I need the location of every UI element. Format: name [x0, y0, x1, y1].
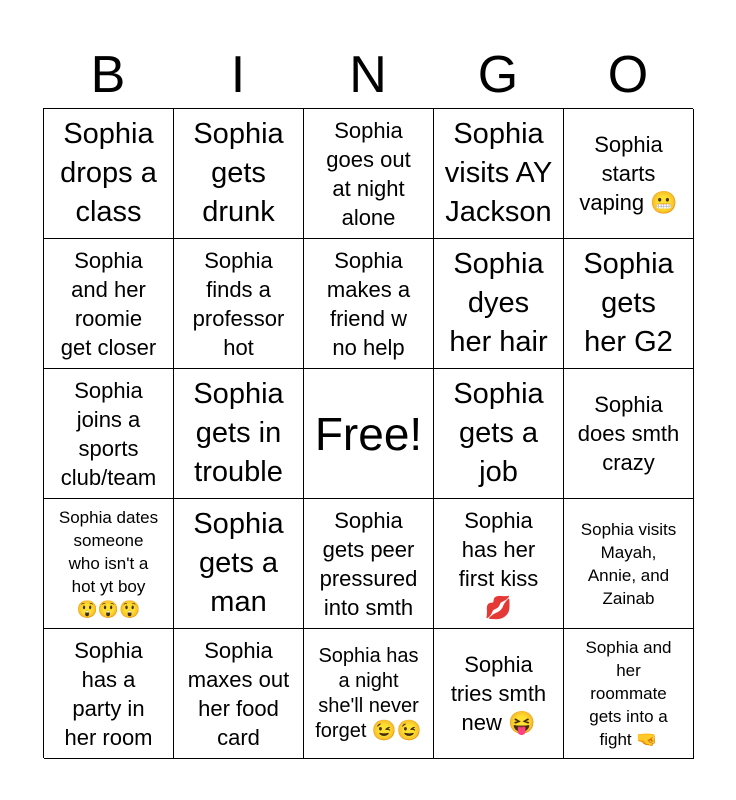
- bingo-cell[interactable]: Sophia starts vaping 😬: [564, 109, 694, 239]
- bingo-cell[interactable]: Sophia and her roommate gets into a fight 🤜: [564, 629, 694, 759]
- header-letter-b: B: [90, 46, 126, 104]
- bingo-cell[interactable]: Sophia visits Mayah, Annie, and Zainab: [564, 499, 694, 629]
- bingo-header: [43, 42, 693, 108]
- free-space-cell[interactable]: Free!: [304, 369, 434, 499]
- bingo-cell[interactable]: Sophia gets her G2: [564, 239, 694, 369]
- bingo-cell[interactable]: Sophia has a party in her room: [44, 629, 174, 759]
- bingo-cell[interactable]: Sophia gets drunk: [174, 109, 304, 239]
- bingo-cell[interactable]: Sophia has a night she'll never forget 😉😉: [304, 629, 434, 759]
- header-letter-g: G: [477, 46, 519, 104]
- bingo-cell[interactable]: Sophia visits AY Jackson: [434, 109, 564, 239]
- bingo-cell[interactable]: Sophia gets a job: [434, 369, 564, 499]
- bingo-cell[interactable]: Sophia tries smth new 😝: [434, 629, 564, 759]
- bingo-cell[interactable]: Sophia does smth crazy: [564, 369, 694, 499]
- header-letter-i: I: [230, 46, 246, 104]
- header-letter-o: O: [607, 46, 649, 104]
- bingo-cell[interactable]: Sophia gets peer pressured into smth: [304, 499, 434, 629]
- bingo-cell[interactable]: Sophia dates someone who isn't a hot yt boy 😲😲😲: [44, 499, 174, 629]
- bingo-cell[interactable]: Sophia gets a man: [174, 499, 304, 629]
- header-letter-n: N: [349, 46, 387, 104]
- bingo-cell[interactable]: Sophia and her roomie get closer: [44, 239, 174, 369]
- bingo-cell[interactable]: Sophia finds a professor hot: [174, 239, 304, 369]
- bingo-cell[interactable]: Sophia dyes her hair: [434, 239, 564, 369]
- bingo-cell[interactable]: Sophia has her first kiss 💋: [434, 499, 564, 629]
- bingo-cell[interactable]: Sophia drops a class: [44, 109, 174, 239]
- bingo-grid: [43, 108, 693, 758]
- bingo-cell[interactable]: Sophia makes a friend w no help: [304, 239, 434, 369]
- bingo-cell[interactable]: Sophia goes out at night alone: [304, 109, 434, 239]
- bingo-cell[interactable]: Sophia maxes out her food card: [174, 629, 304, 759]
- bingo-cell[interactable]: Sophia gets in trouble: [174, 369, 304, 499]
- bingo-cell[interactable]: Sophia joins a sports club/team: [44, 369, 174, 499]
